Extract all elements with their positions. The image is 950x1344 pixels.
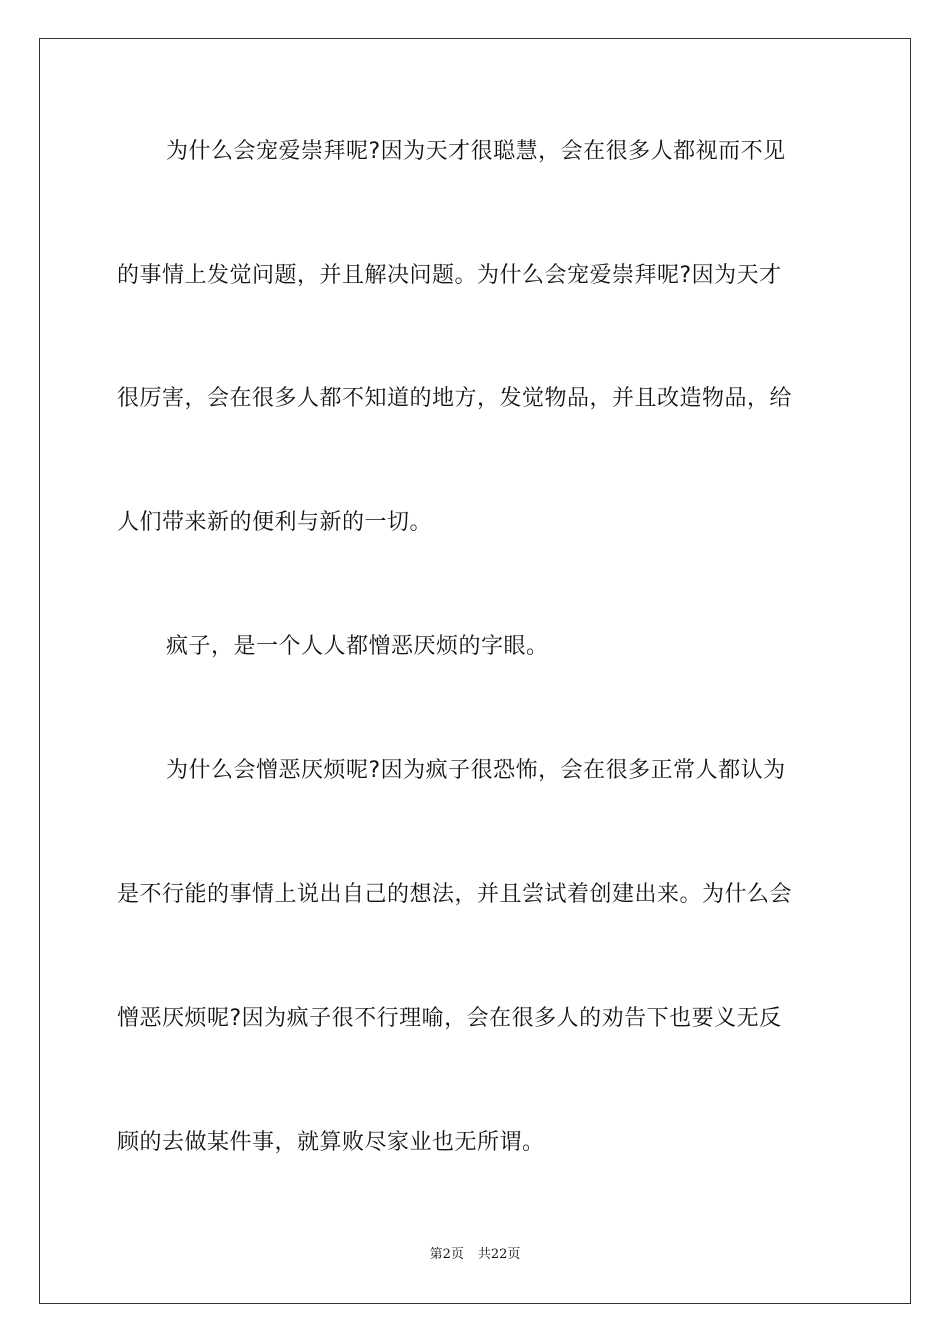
paragraph-2-line-1: 疯子，是一个人人都憎恶厌烦的字眼。 [166, 634, 549, 659]
paragraph-1-line-2: 的事情上发觉问题，并且解决问题。为什么会宠爱崇拜呢?因为天才 [117, 263, 782, 288]
paragraph-3-line-4: 顾的去做某件事，就算败尽家业也无所谓。 [117, 1130, 545, 1155]
page-border [39, 38, 911, 1304]
paragraph-3-line-3: 憎恶厌烦呢?因为疯子很不行理喻，会在很多人的劝告下也要义无反 [117, 1006, 782, 1031]
paragraph-1-line-3: 很厉害，会在很多人都不知道的地方，发觉物品，并且改造物品，给 [117, 386, 793, 411]
paragraph-1-line-1: 为什么会宠爱崇拜呢?因为天才很聪慧，会在很多人都视而不见 [166, 139, 786, 164]
paragraph-1-line-4: 人们带来新的便利与新的一切。 [117, 510, 433, 535]
paragraph-3-line-1: 为什么会憎恶厌烦呢?因为疯子很恐怖，会在很多正常人都认为 [166, 758, 786, 783]
page-number: 第2页 [429, 1247, 464, 1262]
paragraph-3-line-2: 是不行能的事情上说出自己的想法，并且尝试着创建出来。为什么会 [117, 882, 793, 907]
page-total: 共22页 [477, 1247, 521, 1262]
page-footer [0, 1246, 950, 1264]
